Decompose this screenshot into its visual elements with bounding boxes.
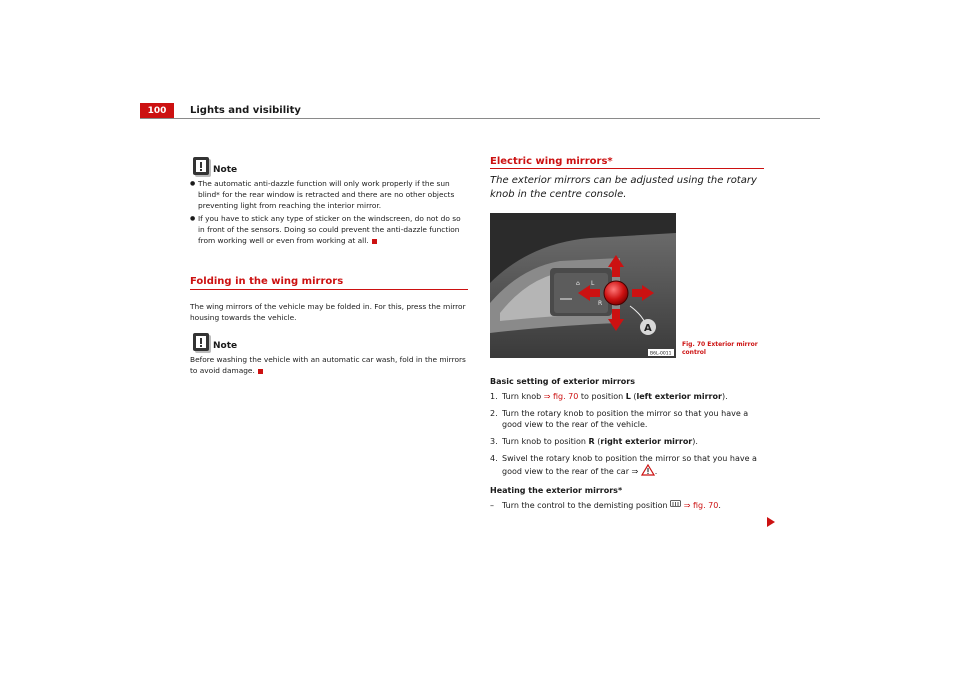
step-text: Turn the rotary knob to position the mirror so that you have a good view to the rear of the vehicle. (502, 409, 749, 429)
heating-step: – Turn the control to the demisting position ⇒ fig. 70. (490, 501, 721, 510)
note-body (190, 354, 466, 376)
intro-text: The exterior mirrors can be adjusted using the rotary knob in the centre console. (490, 175, 757, 200)
figure-code: B6L-0011 (650, 351, 672, 357)
step-number: 4. (490, 454, 498, 463)
note-text: Before washing the vehicle with an automatic car wash, fold in the mirrors to avoid damage. (190, 355, 466, 375)
note-icon (193, 333, 209, 351)
position-name: left exterior mirror (636, 392, 722, 401)
step-number: 1. (490, 392, 498, 401)
section-end-icon (372, 239, 377, 244)
defrost-icon (670, 500, 681, 512)
section-title: Folding in the wing mirrors (190, 276, 344, 287)
next-page-arrow-icon[interactable] (767, 512, 775, 531)
section-end-icon (258, 369, 263, 374)
header-rule (140, 118, 820, 119)
step-text: to position (580, 392, 624, 401)
warning-triangle-icon[interactable] (641, 464, 655, 479)
section-title: Electric wing mirrors* (490, 156, 613, 167)
note-bullet-text: If you have to stick any type of sticker on the windscreen, do not do so in front of the sensors. Doing so could prevent the anti-dazzle function from working well or even from working at all. (198, 214, 461, 245)
step-text: Turn the control to the demisting position (502, 501, 668, 510)
callout-a: A (644, 323, 652, 334)
note-bullet (190, 213, 466, 246)
heating-title: Heating the exterior mirrors* (490, 486, 623, 495)
note-label: Note (213, 341, 238, 351)
step-3: 3. Turn knob to position R (right exterior mirror). (490, 437, 698, 446)
step-dash: – (490, 501, 494, 510)
figure-link[interactable]: ⇒ fig. 70 (543, 392, 579, 401)
note-icon (193, 157, 209, 175)
mirror-control-figure (490, 213, 676, 358)
note-label: Note (213, 165, 238, 175)
svg-text:⌂: ⌂ (576, 280, 580, 287)
step-text: . (695, 437, 698, 446)
note-bullet: ● The automatic anti-dazzle function will only work properly if the sun blind* for the rear window is retracted and there are no other objects preventing light from reaching the interior mirror. (190, 178, 466, 211)
figure-caption: Fig. 70 Exterior mirror control (682, 341, 758, 356)
step-number: 3. (490, 437, 498, 446)
knob-label-l: L (591, 280, 595, 287)
knob-label-r: R (598, 300, 603, 307)
step-1: 1. Turn knob ⇒ fig. 70 to position L (left exterior mirror). (490, 392, 728, 401)
step-text: Turn knob (502, 392, 542, 401)
section-rule (490, 168, 764, 169)
basic-setting-steps (490, 376, 770, 518)
header-title: Lights and visibility (190, 105, 301, 116)
position-label: R (588, 437, 595, 446)
note-body (190, 178, 466, 246)
step-text: Turn knob to position (502, 437, 586, 446)
step-text: . (725, 392, 728, 401)
folding-text: The wing mirrors of the vehicle may be folded in. For this, press the mirror housing towards the vehicle. (190, 302, 466, 322)
section-rule (190, 289, 468, 290)
page-number: 100 (140, 103, 174, 119)
warning-link[interactable]: ⇒ (631, 467, 639, 476)
figure-link[interactable]: ⇒ fig. 70 (683, 501, 719, 510)
step-4: 4. Swivel the rotary knob to position the mirror so that you have a good view to the rear of the car ⇒ . (490, 453, 770, 479)
step-number: 2. (490, 409, 498, 418)
position-name: right exterior mirror (600, 437, 693, 446)
position-label: L (625, 392, 631, 401)
step-2 (490, 408, 770, 430)
basic-setting-title: Basic setting of exterior mirrors (490, 377, 635, 386)
step-text: Swivel the rotary knob to position the mirror so that you have a good view to the rear of the car (502, 454, 757, 476)
